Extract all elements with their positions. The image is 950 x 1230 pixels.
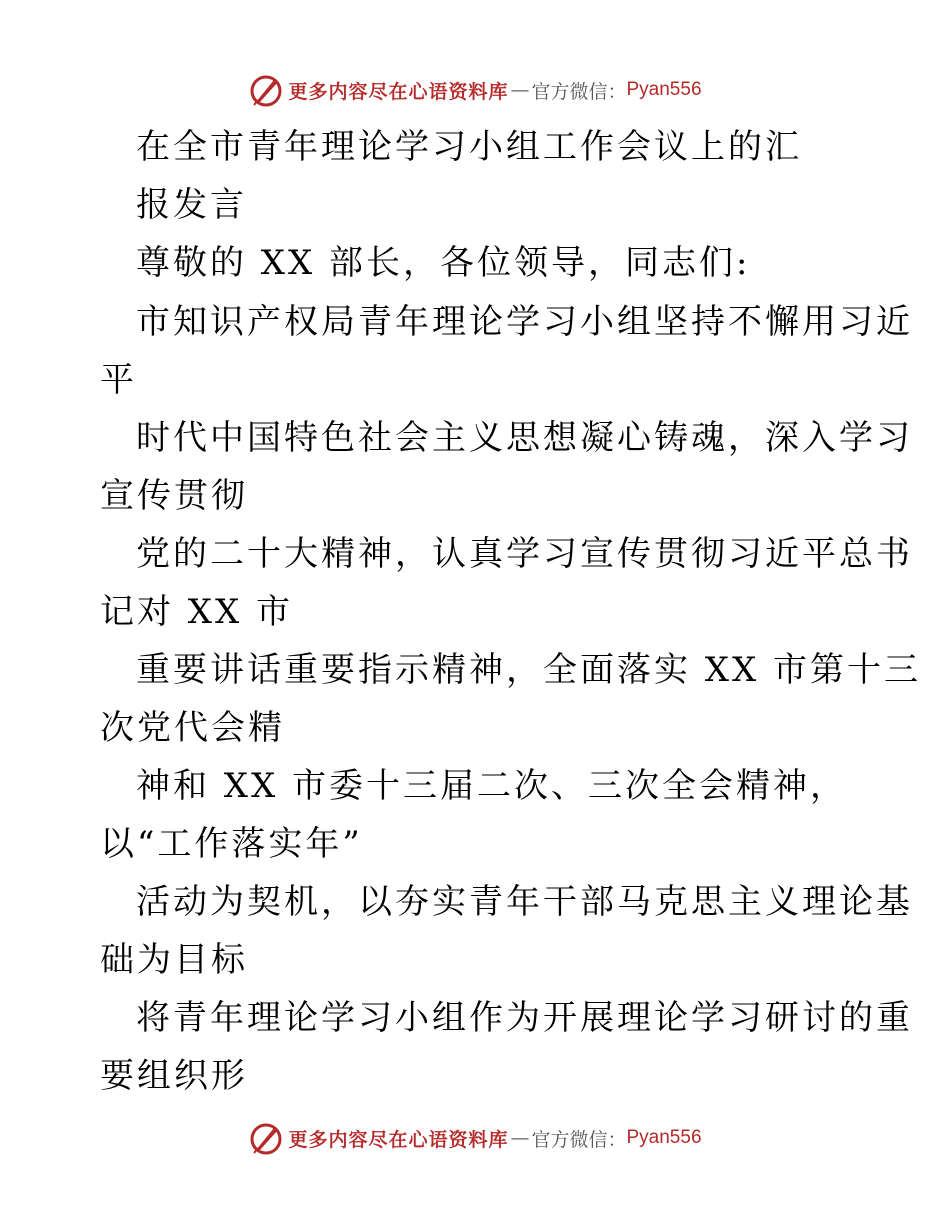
doc-title-line-2: 报发言 bbox=[136, 185, 247, 225]
doc-line: 市知识产权局青年理论学习小组坚持不懈用习近 bbox=[136, 302, 913, 342]
watermark-official: 官方微信： bbox=[531, 1128, 627, 1151]
watermark-text: 更多内容尽在心语资料库 bbox=[288, 80, 509, 103]
doc-salutation: 尊敬的 XX 部长，各位领导，同志们: bbox=[136, 243, 751, 283]
watermark-text: 更多内容尽在心语资料库 bbox=[288, 1128, 509, 1151]
doc-line: 活动为契机，以夯实青年干部马克思主义理论基 bbox=[136, 882, 913, 922]
doc-line: 宣传贯彻 bbox=[100, 476, 248, 516]
doc-line: 平 bbox=[100, 360, 137, 400]
doc-line: 次党代会精 bbox=[100, 708, 285, 748]
doc-line: 础为目标 bbox=[100, 940, 248, 980]
doc-line: 神和 XX 市委十三届二次、三次全会精神， bbox=[136, 766, 848, 806]
doc-line: 重要讲话重要指示精神，全面落实 XX 市第十三 bbox=[136, 650, 922, 690]
quill-logo-icon bbox=[248, 72, 284, 108]
watermark-banner-bottom bbox=[0, 1118, 950, 1158]
doc-line: 时代中国特色社会主义思想凝心铸魂，深入学习 bbox=[136, 418, 913, 458]
doc-line: 要组织形 bbox=[100, 1056, 248, 1096]
doc-line: 记对 XX 市 bbox=[100, 592, 294, 632]
watermark-dash: — bbox=[510, 79, 530, 101]
watermark-banner-top bbox=[0, 70, 950, 110]
quill-logo-icon bbox=[248, 1120, 284, 1156]
doc-title-line-1: 在全市青年理论学习小组工作会议上的汇 bbox=[136, 127, 802, 167]
doc-line: 党的二十大精神，认真学习宣传贯彻习近平总书 bbox=[136, 534, 913, 574]
doc-line: 以“工作落实年” bbox=[100, 824, 363, 864]
watermark-official: 官方微信： bbox=[531, 80, 627, 103]
watermark-id: Pyan556 bbox=[626, 79, 702, 100]
watermark-id: Pyan556 bbox=[626, 1127, 702, 1148]
watermark-dash: — bbox=[510, 1127, 530, 1149]
doc-line: 将青年理论学习小组作为开展理论学习研讨的重 bbox=[136, 998, 913, 1038]
